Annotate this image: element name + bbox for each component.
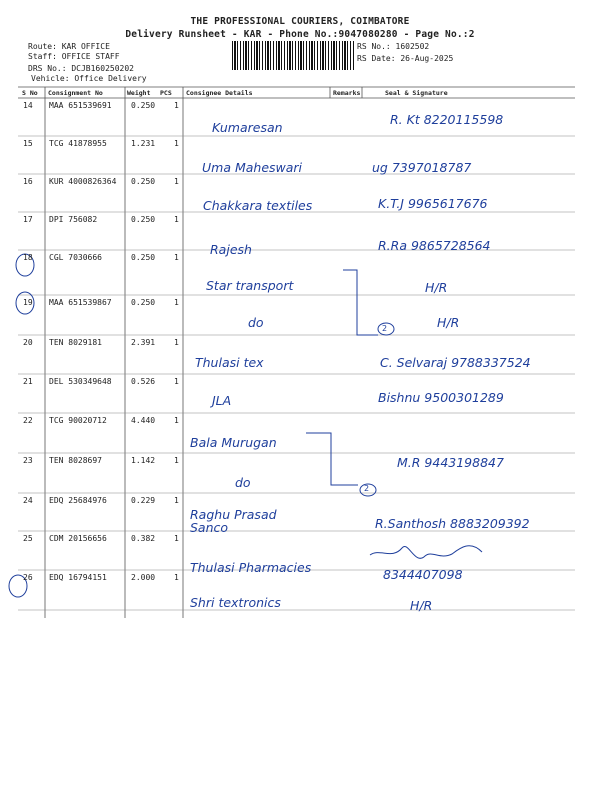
row-sno: 15 xyxy=(23,139,33,148)
row-sno: 17 xyxy=(23,215,33,224)
weight-value: 2.000 xyxy=(131,573,156,582)
consignment-number: TCG 90020712 xyxy=(49,416,107,425)
pcs-value: 1 xyxy=(174,139,179,148)
consignee-handwritten: do xyxy=(248,315,264,330)
weight-value: 1.142 xyxy=(131,456,156,465)
pcs-value: 1 xyxy=(174,338,179,347)
consignee-handwritten: Bala Murugan xyxy=(190,435,277,450)
pcs-value: 1 xyxy=(174,416,179,425)
rs-date: RS Date: 26-Aug-2025 xyxy=(357,54,454,63)
weight-value: 0.250 xyxy=(131,101,156,110)
consignee-handwritten: JLA xyxy=(212,393,232,408)
consignment-number: KUR 4000826364 xyxy=(49,177,117,186)
col-weight: Weight xyxy=(127,89,151,97)
consignment-number: CDM 20156656 xyxy=(49,534,107,543)
pcs-value: 1 xyxy=(174,496,179,505)
row-sno: 16 xyxy=(23,177,33,186)
weight-value: 0.526 xyxy=(131,377,156,386)
consignee-handwritten: Thulasi tex xyxy=(195,355,264,370)
col-consignment: Consignment No xyxy=(48,89,103,97)
row-sno: 21 xyxy=(23,377,33,386)
consignment-number: DEL 530349648 xyxy=(49,377,112,386)
row-sno: 25 xyxy=(23,534,33,543)
weight-value: 0.250 xyxy=(131,298,156,307)
pcs-value: 1 xyxy=(174,177,179,186)
seal-signature-handwritten: R.Santhosh 8883209392 xyxy=(375,516,530,531)
consignment-number: TEN 8028697 xyxy=(49,456,102,465)
consignee-handwritten: Uma Maheswari xyxy=(202,160,303,175)
pcs-value: 1 xyxy=(174,253,179,262)
consignment-number: CGL 7030666 xyxy=(49,253,102,262)
consignment-number: EDQ 16794151 xyxy=(49,573,107,582)
col-sno: S No xyxy=(22,89,38,97)
consignment-number: MAA 651539867 xyxy=(49,298,112,307)
seal-signature-handwritten: Bishnu 9500301289 xyxy=(378,390,504,405)
runsheet-subtitle: Delivery Runsheet - KAR - Phone No.:9047080280 - Page No.:2 xyxy=(125,29,475,40)
weight-value: 2.391 xyxy=(131,338,156,347)
pcs-value: 1 xyxy=(174,298,179,307)
col-pcs: PCS xyxy=(160,89,172,97)
seal-signature-handwritten: K.T.J 9965617676 xyxy=(378,196,488,211)
rs-number: RS No.: 1602502 xyxy=(357,42,430,51)
col-consignee: Consignee Details xyxy=(186,89,253,97)
drs-label: DRS No.: DCJB160250202 xyxy=(28,64,134,73)
vehicle-label: Vehicle: Office Delivery xyxy=(31,74,147,83)
weight-value: 4.440 xyxy=(131,416,156,425)
consignment-number: TCG 41878955 xyxy=(49,139,107,148)
consignment-number: EDQ 25684976 xyxy=(49,496,107,505)
row-sno: 20 xyxy=(23,338,33,347)
seal-signature-handwritten: R. Kt 8220115598 xyxy=(390,112,504,127)
row-sno: 19 xyxy=(23,298,33,307)
seal-signature-handwritten: H/R xyxy=(437,315,460,330)
col-seal: Seal & Signature xyxy=(385,89,448,97)
seal-signature-handwritten: ug 7397018787 xyxy=(372,160,472,175)
bracket-note-1: 2 xyxy=(382,324,388,333)
seal-signature-handwritten: H/R xyxy=(410,598,433,613)
pcs-value: 1 xyxy=(174,534,179,543)
row-sno: 23 xyxy=(23,456,33,465)
weight-value: 0.250 xyxy=(131,253,156,262)
seal-signature-handwritten: 8344407098 xyxy=(383,567,463,582)
consignment-number: TEN 8029181 xyxy=(49,338,102,347)
row-sno: 14 xyxy=(23,101,33,110)
weight-value: 1.231 xyxy=(131,139,156,148)
consignee-handwritten: Kumaresan xyxy=(212,120,283,135)
consignment-number: DPI 756082 xyxy=(49,215,98,224)
consignment-number: MAA 651539691 xyxy=(49,101,112,110)
pcs-value: 1 xyxy=(174,215,179,224)
row-sno: 26 xyxy=(23,573,33,582)
consignee-handwritten: Thulasi Pharmacies xyxy=(190,560,312,575)
weight-value: 0.250 xyxy=(131,215,156,224)
col-remarks: Remarks xyxy=(333,89,361,97)
company-title: THE PROFESSIONAL COURIERS, COIMBATORE xyxy=(190,16,410,27)
pcs-value: 1 xyxy=(174,456,179,465)
pcs-value: 1 xyxy=(174,101,179,110)
seal-signature-handwritten: C. Selvaraj 9788337524 xyxy=(380,355,531,370)
pcs-value: 1 xyxy=(174,377,179,386)
pcs-value: 1 xyxy=(174,573,179,582)
consignee-handwritten: Chakkara textiles xyxy=(203,198,313,213)
consignee-handwritten: Rajesh xyxy=(210,242,252,257)
weight-value: 0.382 xyxy=(131,534,156,543)
row-sno: 22 xyxy=(23,416,33,425)
row-sno: 24 xyxy=(23,496,33,505)
consignee-handwritten: Raghu Prasad Sanco xyxy=(190,507,277,535)
consignee-handwritten: do xyxy=(235,475,251,490)
bracket-note-2: 2 xyxy=(364,484,370,493)
seal-signature-handwritten: H/R xyxy=(425,280,448,295)
row-sno: 18 xyxy=(23,253,33,262)
consignee-handwritten: Star transport xyxy=(206,278,294,293)
seal-signature-handwritten: R.Ra 9865728564 xyxy=(378,238,491,253)
seal-signature-handwritten: M.R 9443198847 xyxy=(397,455,504,470)
staff-label: Staff: OFFICE STAFF xyxy=(28,52,120,61)
weight-value: 0.229 xyxy=(131,496,156,505)
consignee-handwritten: Shri textronics xyxy=(190,595,281,610)
route-label: Route: KAR OFFICE xyxy=(28,42,110,51)
weight-value: 0.250 xyxy=(131,177,156,186)
